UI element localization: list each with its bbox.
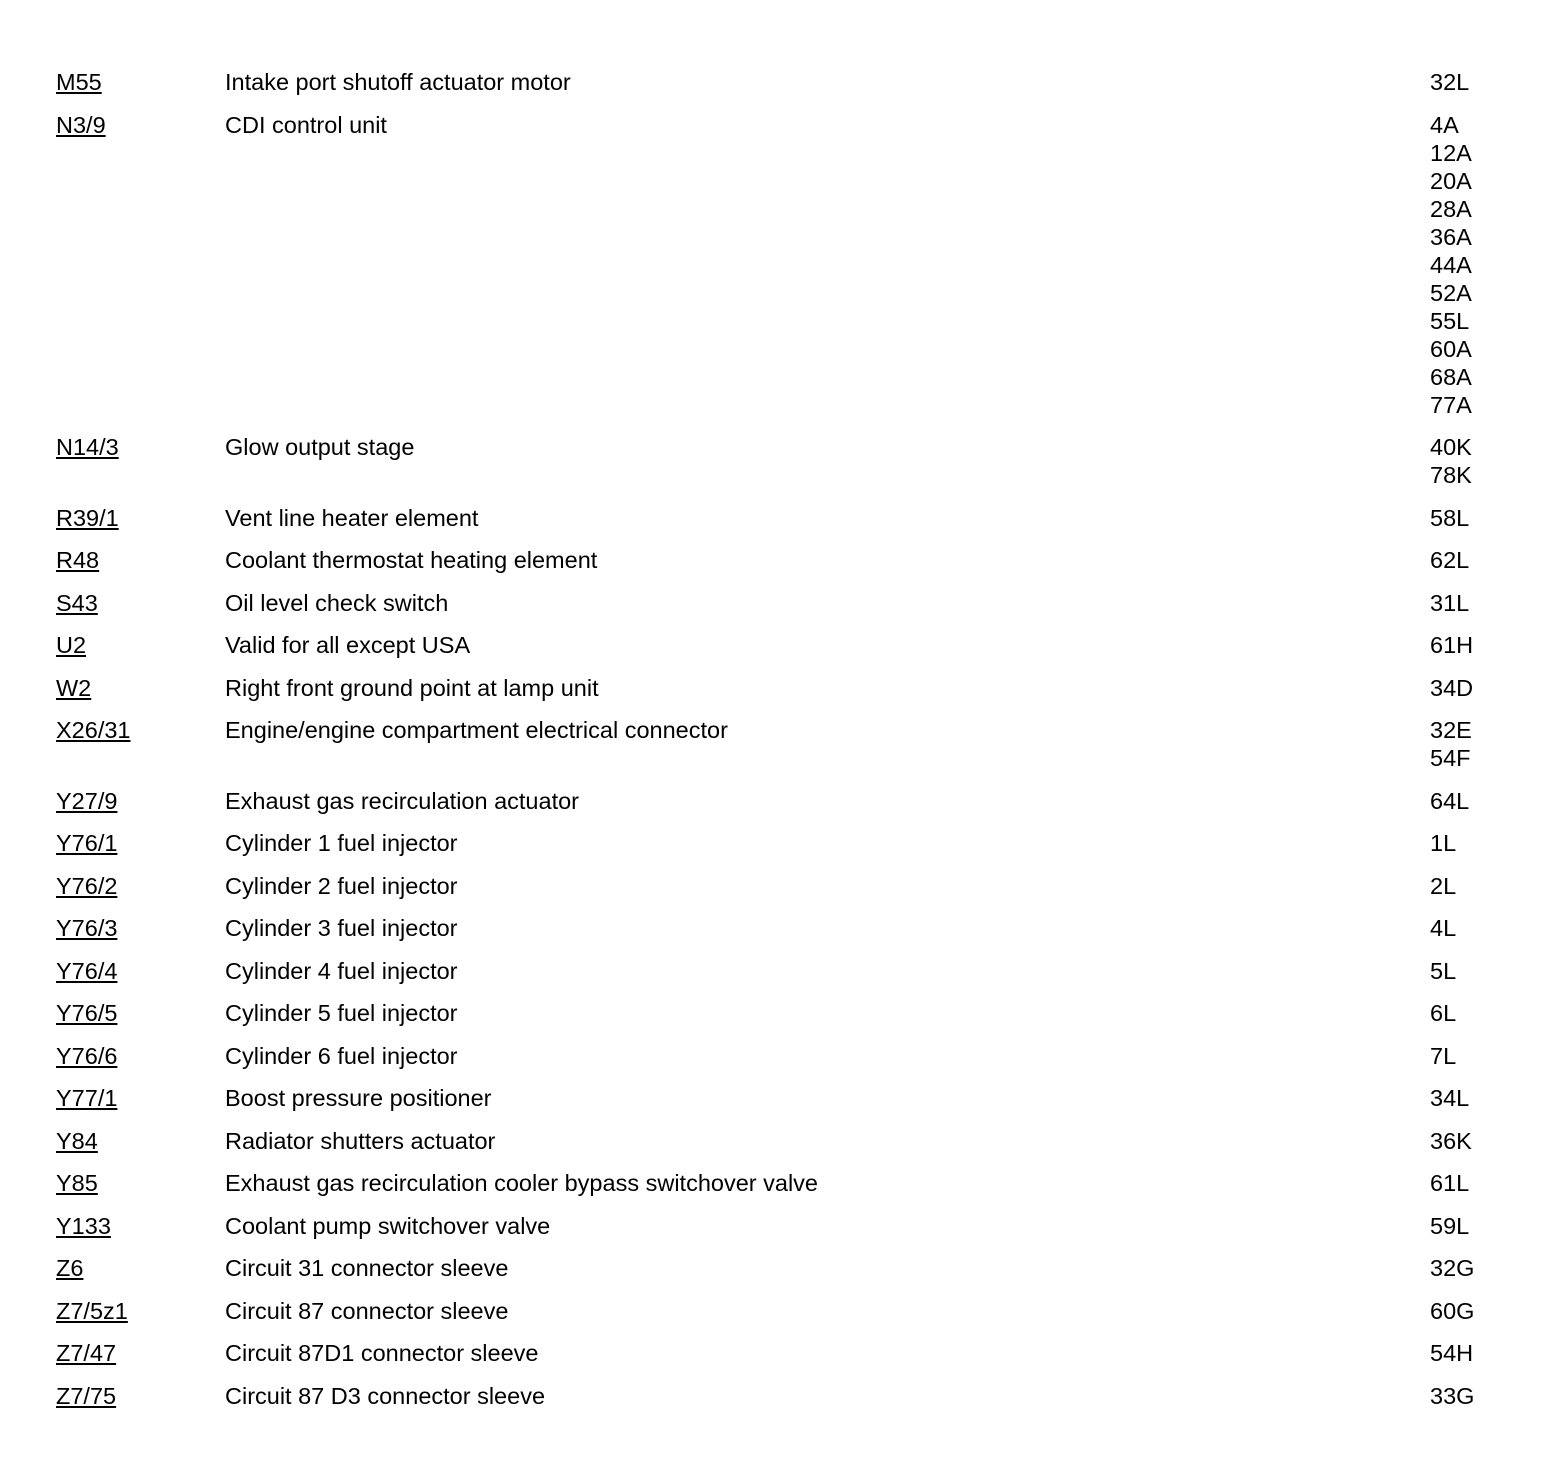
grid-reference: 34D: [1430, 674, 1474, 701]
component-description: Boost pressure positioner: [225, 1085, 492, 1111]
grid-reference-list: [1430, 999, 1568, 1027]
grid-reference: 54H: [1430, 1340, 1474, 1366]
component-code-link[interactable]: X26/31: [56, 717, 131, 743]
component-code-link[interactable]: Z6: [56, 1255, 84, 1281]
grid-reference: 4A: [1430, 111, 1459, 138]
legend-row: [0, 1382, 1568, 1410]
legend-row: [0, 68, 1568, 96]
grid-reference-list: [1430, 716, 1568, 772]
component-description: Right front ground point at lamp unit: [225, 674, 599, 701]
grid-reference-list: [1430, 504, 1568, 532]
component-code-link[interactable]: Z7/47: [56, 1340, 117, 1366]
legend-row: [0, 631, 1568, 659]
component-code-link[interactable]: Y76/2: [56, 872, 118, 899]
grid-reference-list: [1430, 1339, 1568, 1367]
component-code-link[interactable]: R39/1: [56, 504, 119, 531]
component-description: Coolant pump switchover valve: [225, 1212, 551, 1239]
legend-row: [0, 546, 1568, 574]
grid-reference: 40K: [1430, 434, 1472, 460]
legend-row: [0, 716, 1568, 772]
grid-reference: 32L: [1430, 69, 1470, 95]
component-code-link[interactable]: Y77/1: [56, 1085, 118, 1111]
grid-reference: 20A: [1430, 167, 1472, 194]
grid-reference: 12A: [1430, 139, 1472, 166]
grid-reference-list: [1430, 829, 1568, 857]
component-description: CDI control unit: [225, 111, 387, 138]
grid-reference: 58L: [1430, 504, 1470, 531]
component-code-link[interactable]: Y76/6: [56, 1042, 118, 1069]
grid-reference-list: [1430, 631, 1568, 659]
grid-reference: 4L: [1430, 915, 1457, 941]
component-description: Valid for all except USA: [225, 632, 471, 658]
grid-reference-list: [1430, 546, 1568, 574]
legend-row: [0, 1042, 1568, 1070]
legend-row: [0, 872, 1568, 900]
legend-row: [0, 1254, 1568, 1282]
grid-reference: 61H: [1430, 632, 1474, 658]
component-description: Cylinder 2 fuel injector: [225, 872, 458, 899]
legend-row: [0, 1339, 1568, 1367]
component-description: Coolant thermostat heating element: [225, 547, 598, 573]
legend-row: [0, 674, 1568, 702]
grid-reference-list: [1430, 1212, 1568, 1240]
component-code-link[interactable]: Y76/1: [56, 830, 118, 856]
component-code-link[interactable]: U2: [56, 632, 87, 658]
component-description: Engine/engine compartment electrical connector: [225, 717, 728, 743]
legend-row: [0, 504, 1568, 532]
grid-reference: 77A: [1430, 391, 1472, 418]
grid-reference-list: [1430, 111, 1568, 419]
legend-row: [0, 111, 1568, 419]
legend-row: [0, 1084, 1568, 1112]
component-code-link[interactable]: Y27/9: [56, 787, 118, 814]
component-code-link[interactable]: N14/3: [56, 434, 119, 460]
grid-reference: 7L: [1430, 1042, 1457, 1069]
grid-reference: 60A: [1430, 335, 1472, 362]
grid-reference: 28A: [1430, 195, 1472, 222]
grid-reference-list: [1430, 1254, 1568, 1282]
grid-reference: 59L: [1430, 1212, 1470, 1239]
component-code-link[interactable]: Y76/3: [56, 915, 118, 941]
component-code-link[interactable]: N3/9: [56, 111, 106, 138]
grid-reference: 61L: [1430, 1170, 1470, 1196]
component-description: Cylinder 1 fuel injector: [225, 830, 458, 856]
component-code-link[interactable]: Y84: [56, 1127, 98, 1154]
grid-reference: 5L: [1430, 957, 1457, 984]
grid-reference: 32G: [1430, 1255, 1475, 1281]
grid-reference-list: [1430, 674, 1568, 702]
legend-row: [0, 999, 1568, 1027]
grid-reference: 52A: [1430, 279, 1472, 306]
component-description: Oil level check switch: [225, 589, 449, 616]
grid-reference-list: [1430, 1084, 1568, 1112]
grid-reference-list: [1430, 68, 1568, 96]
legend-row: [0, 914, 1568, 942]
component-code-link[interactable]: R48: [56, 547, 100, 573]
grid-reference: 6L: [1430, 1000, 1457, 1026]
grid-reference-list: [1430, 1382, 1568, 1410]
grid-reference: 36A: [1430, 223, 1472, 250]
grid-reference-list: [1430, 872, 1568, 900]
grid-reference-list: [1430, 1127, 1568, 1155]
component-code-link[interactable]: M55: [56, 69, 102, 95]
grid-reference: 31L: [1430, 589, 1470, 616]
grid-reference: 34L: [1430, 1085, 1470, 1111]
component-description: Cylinder 4 fuel injector: [225, 957, 458, 984]
legend-row: [0, 589, 1568, 617]
component-code-link[interactable]: S43: [56, 589, 98, 616]
grid-reference: 44A: [1430, 251, 1472, 278]
grid-reference: 32E: [1430, 717, 1472, 743]
grid-reference: 68A: [1430, 363, 1472, 390]
grid-reference-list: [1430, 914, 1568, 942]
component-description: Glow output stage: [225, 434, 415, 460]
component-description: Intake port shutoff actuator motor: [225, 69, 571, 95]
grid-reference-list: [1430, 1042, 1568, 1070]
grid-reference: 62L: [1430, 547, 1470, 573]
component-description: Circuit 87 D3 connector sleeve: [225, 1382, 546, 1409]
legend-row: [0, 1212, 1568, 1240]
grid-reference: 33G: [1430, 1382, 1475, 1409]
component-code-link[interactable]: Y85: [56, 1170, 98, 1196]
component-description: Cylinder 6 fuel injector: [225, 1042, 458, 1069]
component-description: Exhaust gas recirculation actuator: [225, 787, 579, 814]
legend-row: [0, 433, 1568, 489]
grid-reference-list: [1430, 589, 1568, 617]
grid-reference-list: [1430, 1297, 1568, 1325]
grid-reference-list: [1430, 1169, 1568, 1197]
grid-reference: 2L: [1430, 872, 1457, 899]
component-code-link[interactable]: Y76/4: [56, 957, 118, 984]
component-description: Circuit 87D1 connector sleeve: [225, 1340, 539, 1366]
component-legend-list: [0, 68, 1568, 1424]
component-code-link[interactable]: W2: [56, 674, 92, 701]
component-code-link[interactable]: Z7/5z1: [56, 1297, 128, 1324]
grid-reference: 60G: [1430, 1297, 1475, 1324]
grid-reference: 54F: [1430, 745, 1471, 771]
grid-reference: 1L: [1430, 830, 1457, 856]
component-description: Radiator shutters actuator: [225, 1127, 496, 1154]
grid-reference-list: [1430, 957, 1568, 985]
legend-row: [0, 1169, 1568, 1197]
component-description: Exhaust gas recirculation cooler bypass switchover valve: [225, 1170, 818, 1196]
component-code-link[interactable]: Z7/75: [56, 1382, 117, 1409]
grid-reference: 36K: [1430, 1127, 1472, 1154]
component-description: Vent line heater element: [225, 504, 479, 531]
grid-reference: 55L: [1430, 307, 1470, 334]
legend-row: [0, 1297, 1568, 1325]
legend-row: [0, 787, 1568, 815]
legend-row: [0, 1127, 1568, 1155]
component-description: Circuit 31 connector sleeve: [225, 1255, 509, 1281]
grid-reference: 64L: [1430, 787, 1470, 814]
component-description: Cylinder 3 fuel injector: [225, 915, 458, 941]
component-code-link[interactable]: Y76/5: [56, 1000, 118, 1026]
grid-reference: 78K: [1430, 462, 1472, 488]
grid-reference-list: [1430, 433, 1568, 489]
component-description: Circuit 87 connector sleeve: [225, 1297, 509, 1324]
component-code-link[interactable]: Y133: [56, 1212, 111, 1239]
legend-row: [0, 829, 1568, 857]
grid-reference-list: [1430, 787, 1568, 815]
legend-row: [0, 957, 1568, 985]
component-description: Cylinder 5 fuel injector: [225, 1000, 458, 1026]
